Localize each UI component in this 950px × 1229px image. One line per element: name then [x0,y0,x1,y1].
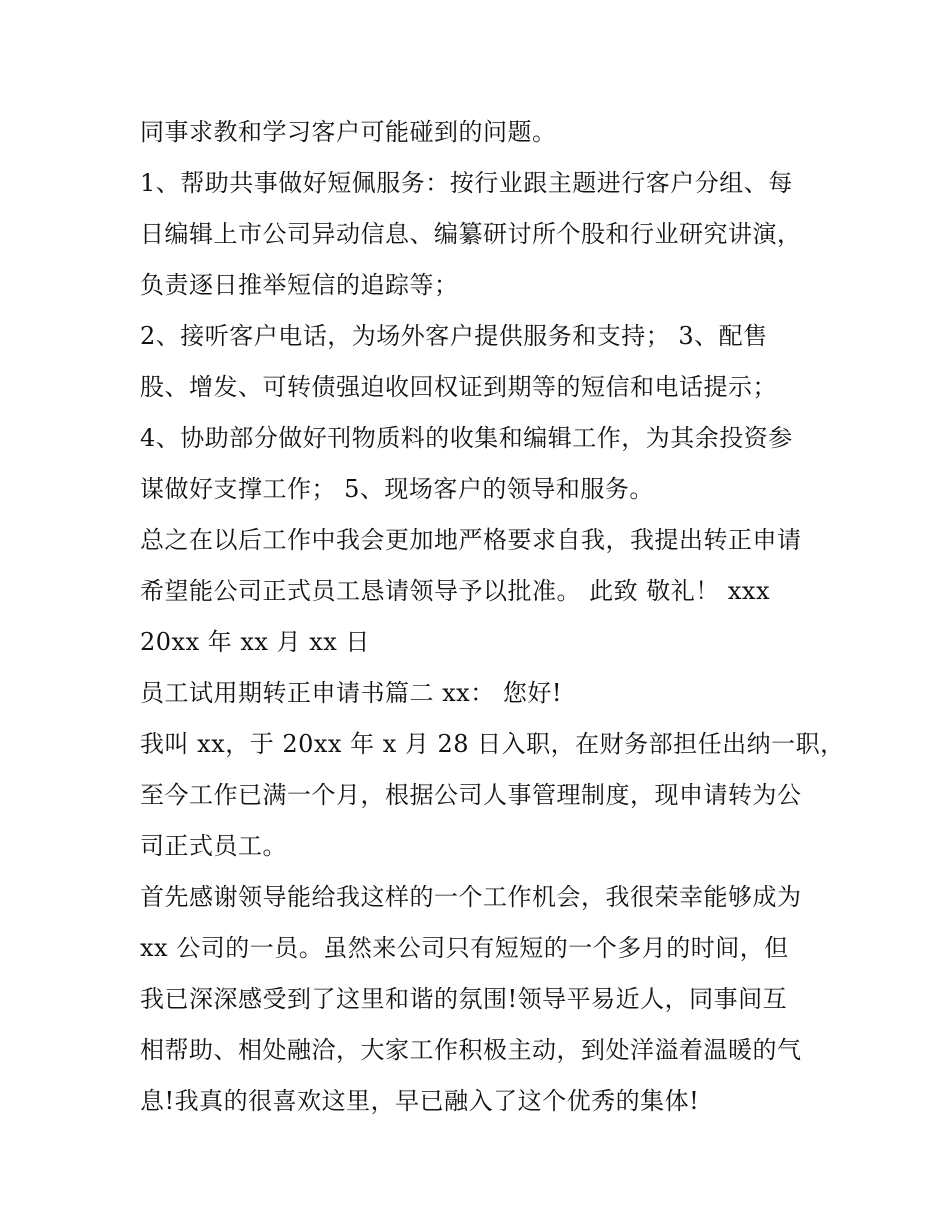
text-line: xx 公司的一员。虽然来公司只有短短的一个多月的时间，但 [140,934,789,962]
document-body [140,107,845,1127]
text-line: 股、增发、可转债强迫收回权证到期等的短信和电话提示； [140,373,777,401]
text-line: 至今工作已满一个月，根据公司人事管理制度，现申请转为公 [140,781,802,809]
text-line: 司正式员工。 [140,832,287,860]
text-line: 首先感谢领导能给我这样的一个工作机会，我很荣幸能够成为 [140,883,802,911]
text-line: 谋做好支撑工作； 5、现场客户的领导和服务。 [140,475,654,503]
text-line: 负责逐日推举短信的追踪等； [140,271,459,299]
text-line: 1、帮助共事做好短佩服务：按行业跟主题进行客户分组、每 [140,169,793,197]
text-line: 息!我真的很喜欢这里，早已融入了这个优秀的集体! [140,1087,700,1115]
text-line: 我叫 xx，于 20xx 年 x 月 28 日入职，在财务部担任出纳一职， [140,730,845,758]
text-line: 我已深深感受到了这里和谐的氛围!领导平易近人，同事间互 [140,985,788,1013]
text-line: 2、接听客户电话，为场外客户提供服务和支持； 3、配售 [140,322,768,350]
text-line: 总之在以后工作中我会更加地严格要求自我，我提出转正申请 [140,526,802,554]
section-heading: 员工试用期转正申请书篇二 xx： 您好! [140,679,562,707]
text-line: 相帮助、相处融洽，大家工作积极主动，到处洋溢着温暖的气 [140,1036,802,1064]
text-line: 日编辑上市公司异动信息、编纂研讨所个股和行业研究讲演， [140,220,802,248]
text-line: 希望能公司正式员工恳请领导予以批准。 此致 敬礼！ xxx [140,577,770,605]
text-line: 同事求教和学习客户可能碰到的问题。 [140,118,557,146]
text-line: 20xx 年 xx 月 xx 日 [140,628,370,656]
text-line: 4、协助部分做好刊物质料的收集和编辑工作，为其余投资参 [140,424,793,452]
